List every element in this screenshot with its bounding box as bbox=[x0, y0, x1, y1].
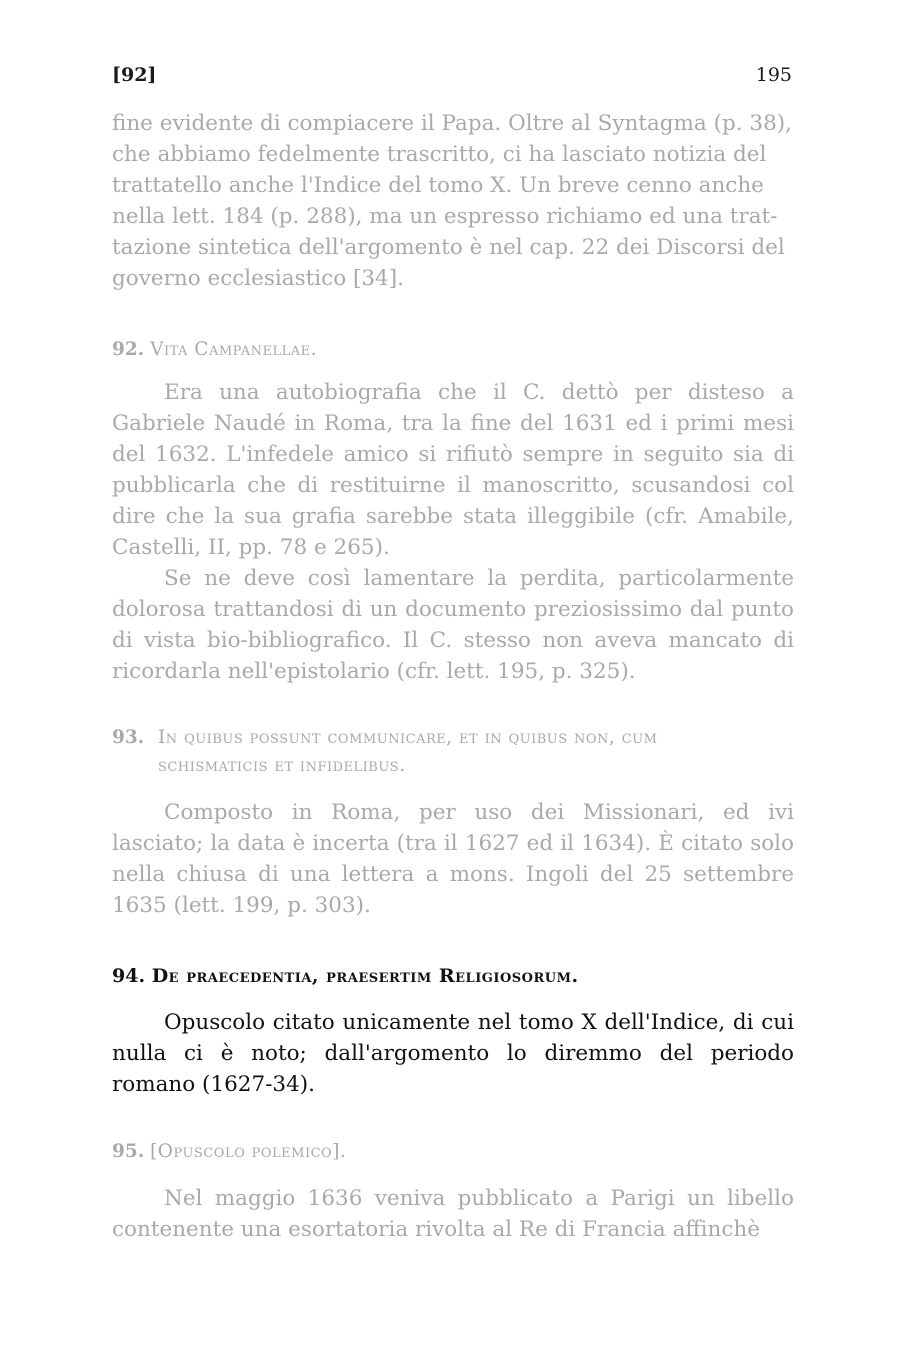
section-number: 94. bbox=[112, 965, 146, 987]
section-body-92 bbox=[112, 377, 794, 687]
paragraph: Se ne deve così lamentare la perdita, particolarmente dolorosa trattandosi di un documento preziosissimo dal punto di vista bio-bibliografico. Il C. stesso non aveva mancato di ricordarla nell'epistolario (cfr. lett. 195, p. 325). bbox=[112, 566, 794, 684]
section-number: 93. bbox=[112, 727, 145, 748]
section-heading-95 bbox=[112, 1138, 794, 1166]
section-heading-93 bbox=[112, 724, 794, 780]
text-line: tazione sintetica dell'argomento è nel cap. 22 dei Discorsi del bbox=[112, 235, 785, 260]
section-body-94 bbox=[112, 1007, 794, 1100]
text-line: fine evidente di compiacere il Papa. Oltre al Syntagma (p. 38), bbox=[112, 111, 792, 136]
continuation-paragraph bbox=[112, 108, 794, 294]
section-page-number: [92] bbox=[112, 64, 157, 86]
text-line: governo ecclesiastico [34]. bbox=[112, 266, 404, 291]
paragraph: Nel maggio 1636 veniva pubblicato a Parigi un libello contenente una esortatoria rivolta al Re di Francia affinchè bbox=[112, 1186, 794, 1242]
paragraph: Era una autobiografia che il C. dettò per disteso a Gabriele Naudé in Roma, tra la fine del 1631 ed i primi mesi del 1632. L'infedele amico si rifiutò sempre in seguito sia di pubblicarla che di restituirne il manoscritto, scusandosi col dire che la sua grafia sarebbe stata illeggibile (cfr. Amabile, Castelli, II, pp. 78 e 265). bbox=[112, 380, 794, 560]
section-number: 92. bbox=[112, 339, 145, 360]
section-number: 95. bbox=[112, 1141, 145, 1162]
section-title: [Opuscolo polemico]. bbox=[150, 1141, 347, 1162]
page-header bbox=[112, 64, 792, 94]
section-title-line: schismaticis et infidelibus. bbox=[158, 755, 406, 776]
section-heading-94 bbox=[112, 962, 794, 990]
text-line: nella lett. 184 (p. 288), ma un espresso richiamo ed una trat- bbox=[112, 204, 778, 229]
text-line: trattatello anche l'Indice del tomo X. Un breve cenno anche bbox=[112, 173, 764, 198]
section-body-93 bbox=[112, 797, 794, 921]
section-title: De praecedentia, praesertim Religiosorum. bbox=[151, 965, 579, 987]
section-heading-92 bbox=[112, 336, 794, 364]
section-title-line: In quibus possunt communicare, et in quibus non, cum bbox=[158, 727, 658, 748]
paragraph: Composto in Roma, per uso dei Missionari, ed ivi lasciato; la data è incerta (tra il 1627 ed il 1634). È citato solo nella chiusa di una lettera a mons. Ingoli del 25 settembre 1635 (lett. 199, p. 303). bbox=[112, 800, 794, 918]
section-body-95 bbox=[112, 1183, 794, 1245]
section-title: Vita Campanellae. bbox=[150, 339, 317, 360]
text-line: che abbiamo fedelmente trascritto, ci ha lasciato notizia del bbox=[112, 142, 767, 167]
paragraph: Opuscolo citato unicamente nel tomo X dell'Indice, di cui nulla ci è noto; dall'argomento lo diremmo del periodo romano (1627-34). bbox=[112, 1010, 794, 1097]
page-number: 195 bbox=[755, 64, 792, 86]
